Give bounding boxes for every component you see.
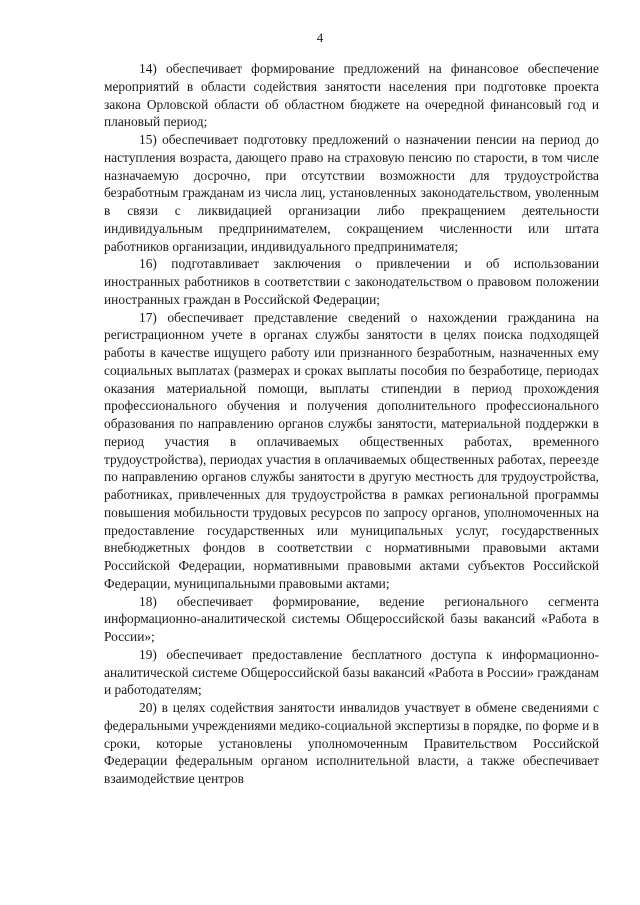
document-body [104, 60, 599, 788]
paragraph-item-20: 20) в целях содействия занятости инвалидов участвует в обмене сведениями с федеральными учреждениями медико-социальной экспертизы в порядке, по форме и в сроки, которые установлены уполномоченным Правительством Российской Федерации федеральным органом исполнительной власти, а также обеспечивает взаимодействие центров [104, 700, 599, 786]
paragraph-item-19: 19) обеспечивает предоставление бесплатного доступа к информационно-аналитической системе Общероссийской базы вакансий «Работа в России» гражданам и работодателям; [104, 646, 599, 698]
page-number: 4 [316, 30, 324, 45]
paragraph-item-14: 14) обеспечивает формирование предложений на финансовое обеспечение мероприятий в области содействия занятости населения при подготовке проекта закона Орловской области об областном бюджете на очередной финансовый год и плановый период; [104, 61, 599, 130]
paragraph-item-15: 15) обеспечивает подготовку предложений о назначении пенсии на период до наступления возраста, дающего право на страховую пенсию по старости, в том числе назначаемую досрочно, при отсутствии возможности для трудоустройства безработным гражданам из числа лиц, установленных законодательством, уволенным в связи с ликвидацией организации либо прекращением деятельности индивидуальным предпринимателем, сокращением численности или штата работников организации, индивидуального предпринимателя; [104, 132, 599, 254]
paragraph-item-16: 16) подготавливает заключения о привлечении и об использовании иностранных работников в соответствии с законодательством о правовом положении иностранных граждан в Российской Федерации; [104, 256, 599, 307]
paragraph-item-17: 17) обеспечивает представление сведений о нахождении гражданина на регистрационном учете в органах службы занятости в целях поиска подходящей работы в качестве ищущего работу или признанного безработным, назначенных ему социальных выплатах (размерах и сроках выплаты пособия по безработице, периодах оказания материальной помощи, выплаты стипендии в период прохождения профессионального обучения и получения дополнительного профессионального образования по направлению органов службы занятости, материальной поддержки в период участия в оплачиваемых общественных работах, временного трудоустройства), периодах участия в оплачиваемых общественных работах, переезде по направлению органов службы занятости в другую местность для трудоустройства, работниках, привлеченных для трудоустройства в рамках региональной программы повышения мобильности трудовых ресурсов по запросу органов, уполномоченных на предоставление государственных или муниципальных услуг, государственных внебюджетных фондов в соответствии с нормативными правовыми актами Российской Федерации, нормативными правовыми актами субъектов Российской Федерации, муниципальными правовыми актами; [104, 309, 599, 591]
paragraph-item-18: 18) обеспечивает формирование, ведение регионального сегмента информационно-аналитической системы Общероссийской базы вакансий «Работа в России»; [104, 593, 599, 644]
